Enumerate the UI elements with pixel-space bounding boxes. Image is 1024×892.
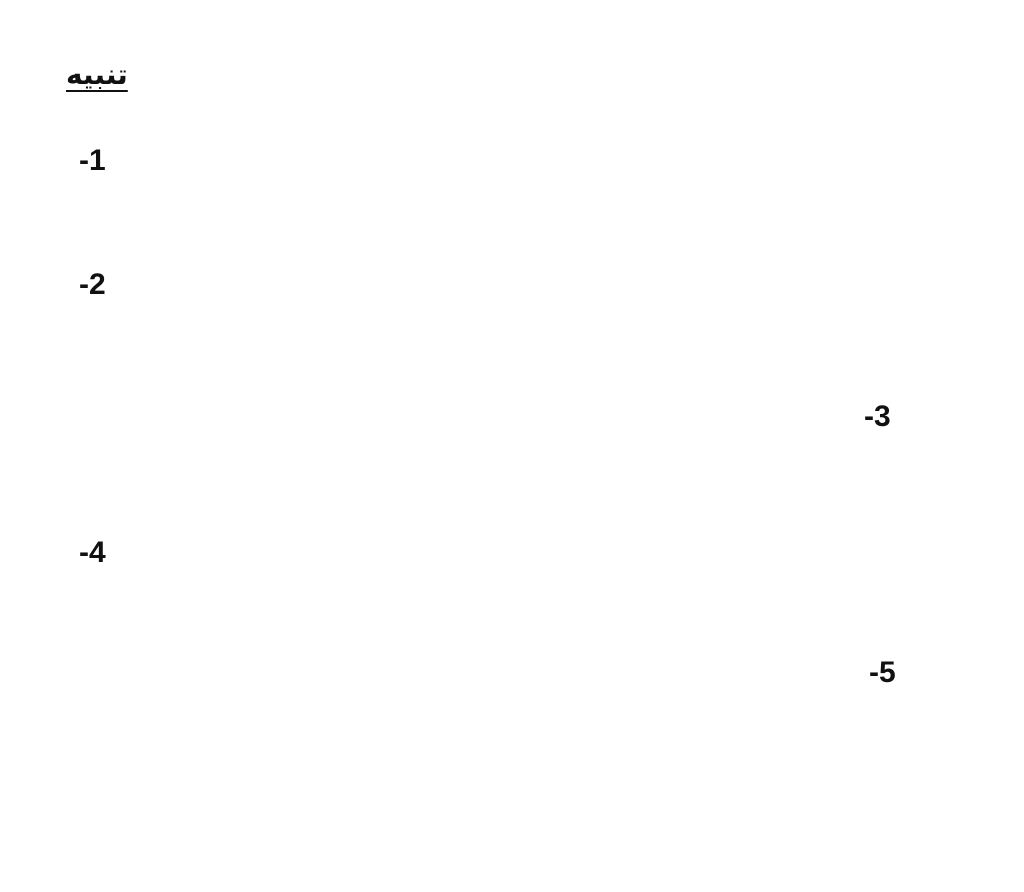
item-number: -3 xyxy=(864,400,891,433)
item-number: -1 xyxy=(79,144,106,177)
item-number: -4 xyxy=(79,536,106,569)
notice-title: تنبيه xyxy=(66,58,128,91)
item-number: -5 xyxy=(869,656,896,689)
item-number: -2 xyxy=(79,268,106,301)
